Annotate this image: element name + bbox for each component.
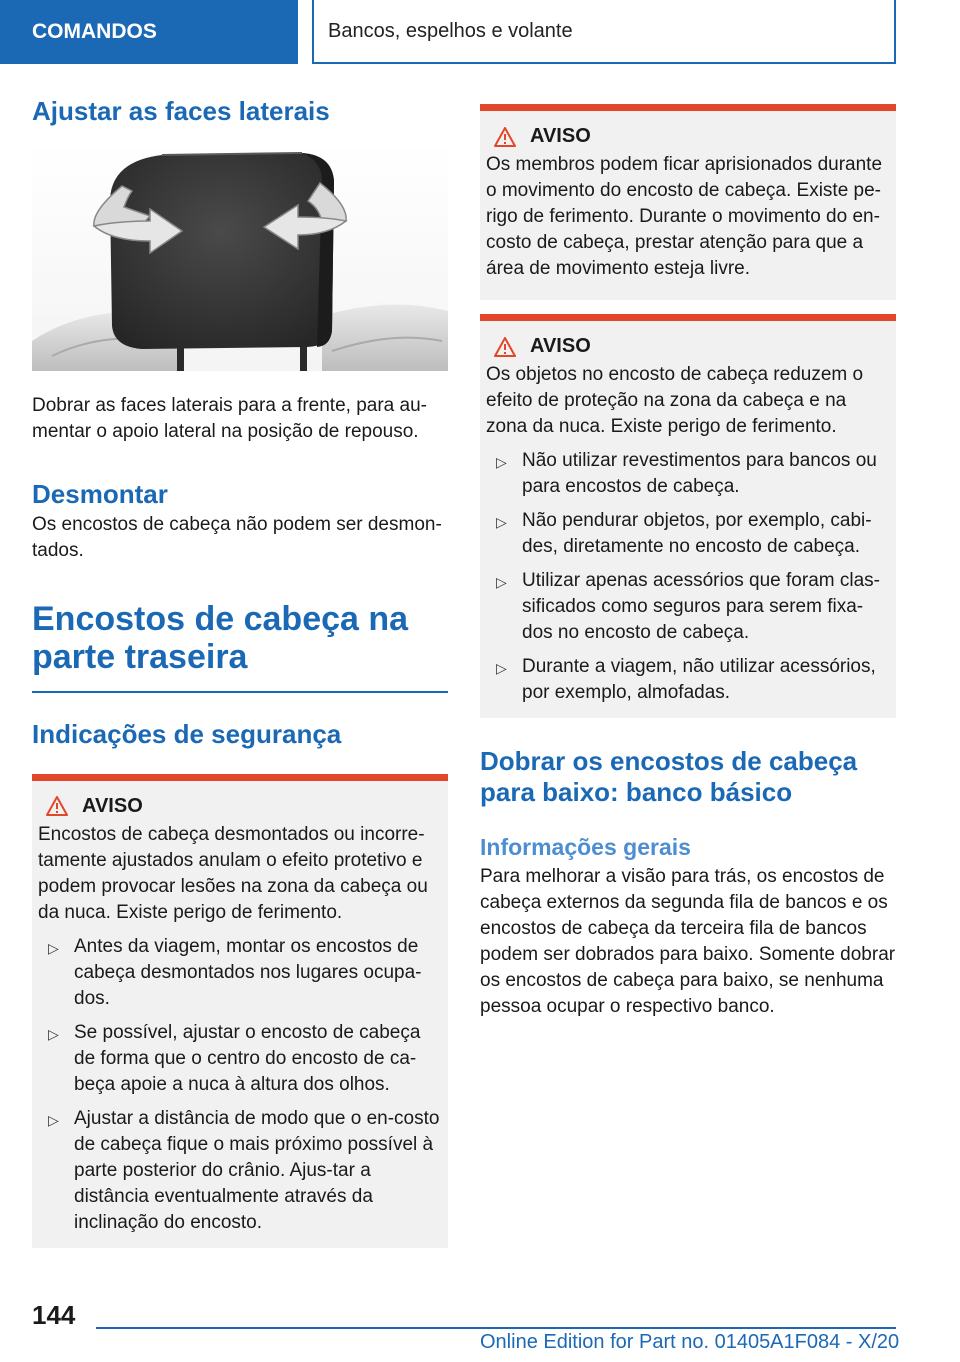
triangle-right-icon: ▷ <box>48 1025 59 1042</box>
triangle-right-icon: ▷ <box>496 454 507 470</box>
heading-faces-laterais: Ajustar as faces laterais <box>32 96 330 126</box>
list-item: ▷ Durante a viagem, não utilizar acessórios, por exemplo, almofadas. <box>496 656 876 703</box>
triangle-right-icon: ▷ <box>496 514 507 530</box>
warning-box-right-2 <box>480 314 896 718</box>
paragraph-faces: Dobrar as faces laterais para a frente, para au-mentar o apoio lateral na posição de repouso. <box>32 395 427 443</box>
warning-box-left <box>32 774 448 1248</box>
section-label: COMANDOS <box>32 20 157 43</box>
warning-list <box>38 934 440 1236</box>
warning-title: AVISO <box>530 335 591 357</box>
headrest-illustration <box>32 141 448 371</box>
list-item: ▷ Ajustar a distância de modo que o en-costo de cabeça fique o mais próximo possível à parte posterior do crânio. Ajus-tar a distância eventualmente através da inclinação do encosto. <box>48 1107 440 1233</box>
warning-text: Os objetos no encosto de cabeça reduzem o efeito de proteção na zona da cabeça e na zona da nuca. Existe perigo de ferimento. <box>486 364 864 437</box>
warning-list <box>486 448 888 706</box>
left-column <box>32 96 448 1248</box>
list-item: ▷ Antes da viagem, montar os encostos de cabeça desmontados nos lugares ocupa-dos. <box>48 935 422 1009</box>
warning-box-right-1 <box>480 104 896 300</box>
list-item: ▷ Se possível, ajustar o encosto de cabeça de forma que o centro do encosto de ca-beça apoie a nuca à altura dos olhos. <box>48 1021 421 1095</box>
list-item: ▷ Não utilizar revestimentos para bancos ou para encostos de cabeça. <box>496 450 877 497</box>
triangle-right-icon: ▷ <box>496 660 507 676</box>
triangle-right-icon: ▷ <box>496 574 507 590</box>
warning-title: AVISO <box>82 794 143 817</box>
warning-text: Os membros podem ficar aprisionados durante o movimento do encosto de cabeça. Existe pe-rigo de ferimento. Durante o movimento do en-costo de cabeça, prestar atenção para que a área de movimento esteja livre. <box>486 154 883 279</box>
list-item: ▷ Não pendurar objetos, por exemplo, cabi-des, diretamente no encosto de cabeça. <box>496 510 872 557</box>
warning-triangle-icon <box>494 337 516 357</box>
warning-triangle-icon <box>46 796 68 816</box>
heading-info-gerais: Informações gerais <box>480 834 691 861</box>
right-column <box>480 104 896 1020</box>
chapter-title <box>312 0 896 64</box>
heading-seguranca: Indicações de segurança <box>32 718 342 749</box>
triangle-right-icon: ▷ <box>48 939 59 956</box>
main-heading: Encostos de cabeça na parte traseira <box>32 600 409 677</box>
section-tab <box>0 0 298 64</box>
warning-triangle-icon <box>494 127 516 147</box>
triangle-right-icon: ▷ <box>48 1111 59 1128</box>
warning-title: AVISO <box>530 125 591 147</box>
heading-desmontar: Desmontar <box>32 479 168 510</box>
footer-rule <box>96 1327 896 1329</box>
list-item: ▷ Utilizar apenas acessórios que foram clas-sificados como seguros para serem fixa-dos no encosto de cabeça. <box>496 570 880 643</box>
headrest-photo <box>32 141 448 371</box>
paragraph-desmontar: Os encostos de cabeça não podem ser desmon-tados. <box>32 514 442 562</box>
footer-edition: Online Edition for Part no. 01405A1F084 - X/20 <box>480 1331 900 1353</box>
page-number: 144 <box>32 1300 76 1330</box>
paragraph-info: Para melhorar a visão para trás, os encostos de cabeça externos da segunda fila de bancos e os encostos de cabeça da terceira fila de bancos podem ser dobrados para baixo. Somente dobrar os encostos de cabeça para baixo, se nenhuma pessoa ocupar o respectivo banco. <box>480 865 896 1017</box>
heading-dobrar: Dobrar os encostos de cabeça para baixo: banco básico <box>480 746 858 808</box>
chapter-title-text: Bancos, espelhos e volante <box>328 19 573 42</box>
heading-rule <box>32 691 448 693</box>
warning-text: Encostos de cabeça desmontados ou incorre-tamente ajustados anulam o efeito protetivo e podem provocar lesões na zona da cabeça ou da nuca. Existe perigo de ferimento. <box>38 823 428 923</box>
